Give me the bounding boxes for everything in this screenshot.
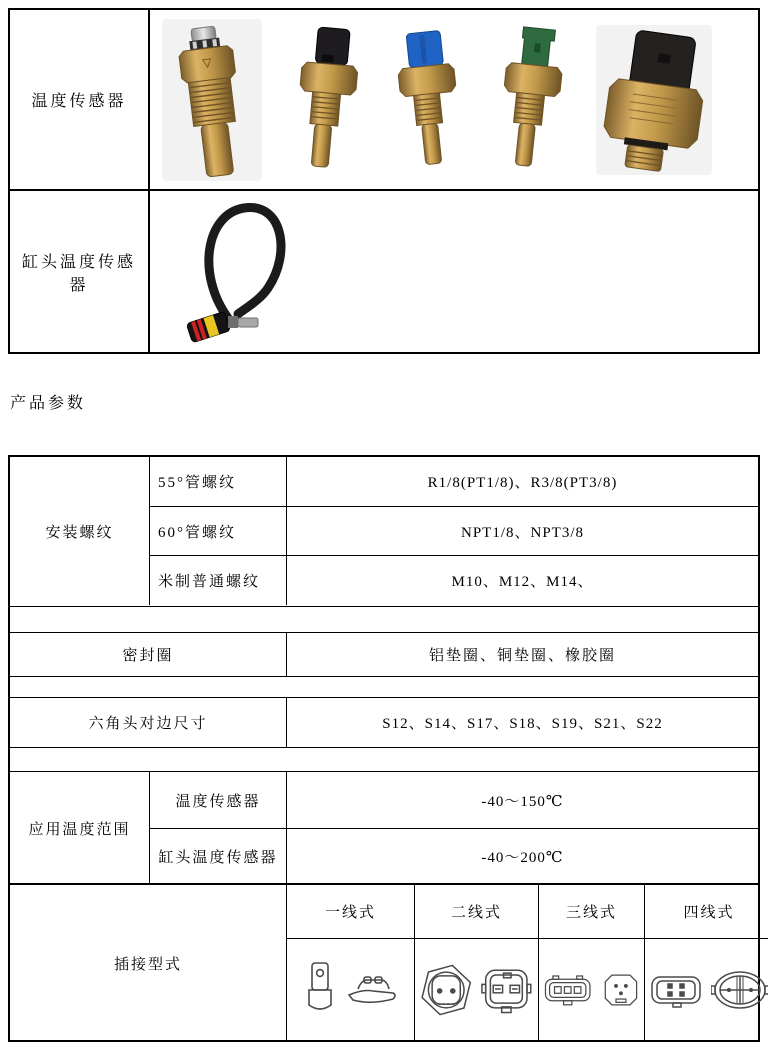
temp-range-band: [10, 772, 758, 885]
rect-4pin-connector-icon: [649, 972, 703, 1008]
brass-sensor-chrome-top-icon: [166, 23, 258, 181]
spacer-row: [10, 607, 758, 633]
thread-band: [10, 457, 758, 607]
large-black-connector-sensor-photo: [596, 25, 712, 175]
product-showcase-table: [8, 8, 760, 354]
flat-terminal-icon: [346, 973, 400, 1007]
spacer-row: [10, 677, 758, 698]
black-connector-sensor-photo: [288, 25, 366, 175]
hex-label: 六角头对边尺寸: [10, 698, 287, 747]
temp-range-value-2: -40～200℃: [481, 850, 564, 866]
black-connector-sensor-icon: [288, 25, 366, 175]
hex-round-connector-icon: [419, 960, 473, 1020]
parameters-table: [8, 455, 760, 1042]
showcase-row2-label: 缸头温度传感器: [10, 191, 150, 352]
plug-col-3-wire: 三线式: [539, 885, 645, 939]
temp-range-type-2: 缸头温度传感器: [150, 829, 287, 884]
seal-band: [10, 633, 758, 677]
blue-connector-sensor-icon: [392, 29, 466, 171]
showcase-row2-photos: [150, 191, 758, 352]
green-connector-sensor-photo: [492, 25, 570, 175]
showcase-row1-photos: [150, 10, 758, 191]
plug-label: 插接型式: [10, 885, 287, 1041]
showcase-row1-label: 温度传感器: [10, 10, 150, 191]
thread-type-2: 60°管螺纹: [150, 507, 287, 556]
plug-col-2-wire: 二线式: [415, 885, 539, 939]
temp-range-type-1: 温度传感器: [150, 772, 287, 829]
rect-3pin-connector-icon: [543, 970, 594, 1010]
thread-value-3: M10、M12、M14、: [451, 574, 594, 590]
green-connector-sensor-icon: [492, 25, 570, 175]
square-2pin-connector-icon: [481, 964, 534, 1016]
hex-value: S12、S14、S17、S18、S19、S21、S22: [382, 716, 663, 732]
hex-band: [10, 698, 758, 748]
thread-label: 安装螺纹: [10, 457, 150, 605]
plug-band: [10, 885, 758, 1041]
seal-label: 密封圈: [10, 633, 287, 676]
thread-value-1: R1/8(PT1/8)、R3/8(PT3/8): [287, 457, 758, 507]
thread-type-3: 米制普通螺纹: [150, 556, 287, 605]
section-title: 产品参数: [10, 395, 87, 412]
three-wire-connector-cell: [539, 939, 645, 1041]
thread-type-1: 55°管螺纹: [150, 457, 287, 507]
plug-col-1-wire: 一线式: [287, 885, 415, 939]
plug-col-4-wire: 四线式: [645, 885, 768, 939]
spacer-row: [10, 748, 758, 772]
spade-terminal-icon: [302, 959, 338, 1021]
thread-value-2: NPT1/8、NPT3/8: [287, 507, 758, 556]
temp-range-value-1: -40～150℃: [287, 772, 758, 829]
large-black-connector-sensor-icon: [602, 29, 706, 175]
round-square-connector-icon: [602, 968, 640, 1012]
two-wire-connector-cell: [415, 939, 539, 1041]
temp-range-label: 应用温度范围: [10, 772, 150, 884]
oval-cross-connector-icon: [711, 969, 768, 1011]
seal-value: 铝垫圈、铜垫圈、橡胶圈: [428, 648, 616, 664]
blue-connector-sensor-photo: [392, 29, 466, 171]
four-wire-connector-cell: [645, 939, 768, 1041]
cylinder-head-cable-sensor-icon: [166, 196, 366, 348]
brass-sensor-chrome-top-photo: [162, 19, 262, 181]
one-wire-connector-cell: [287, 939, 415, 1041]
